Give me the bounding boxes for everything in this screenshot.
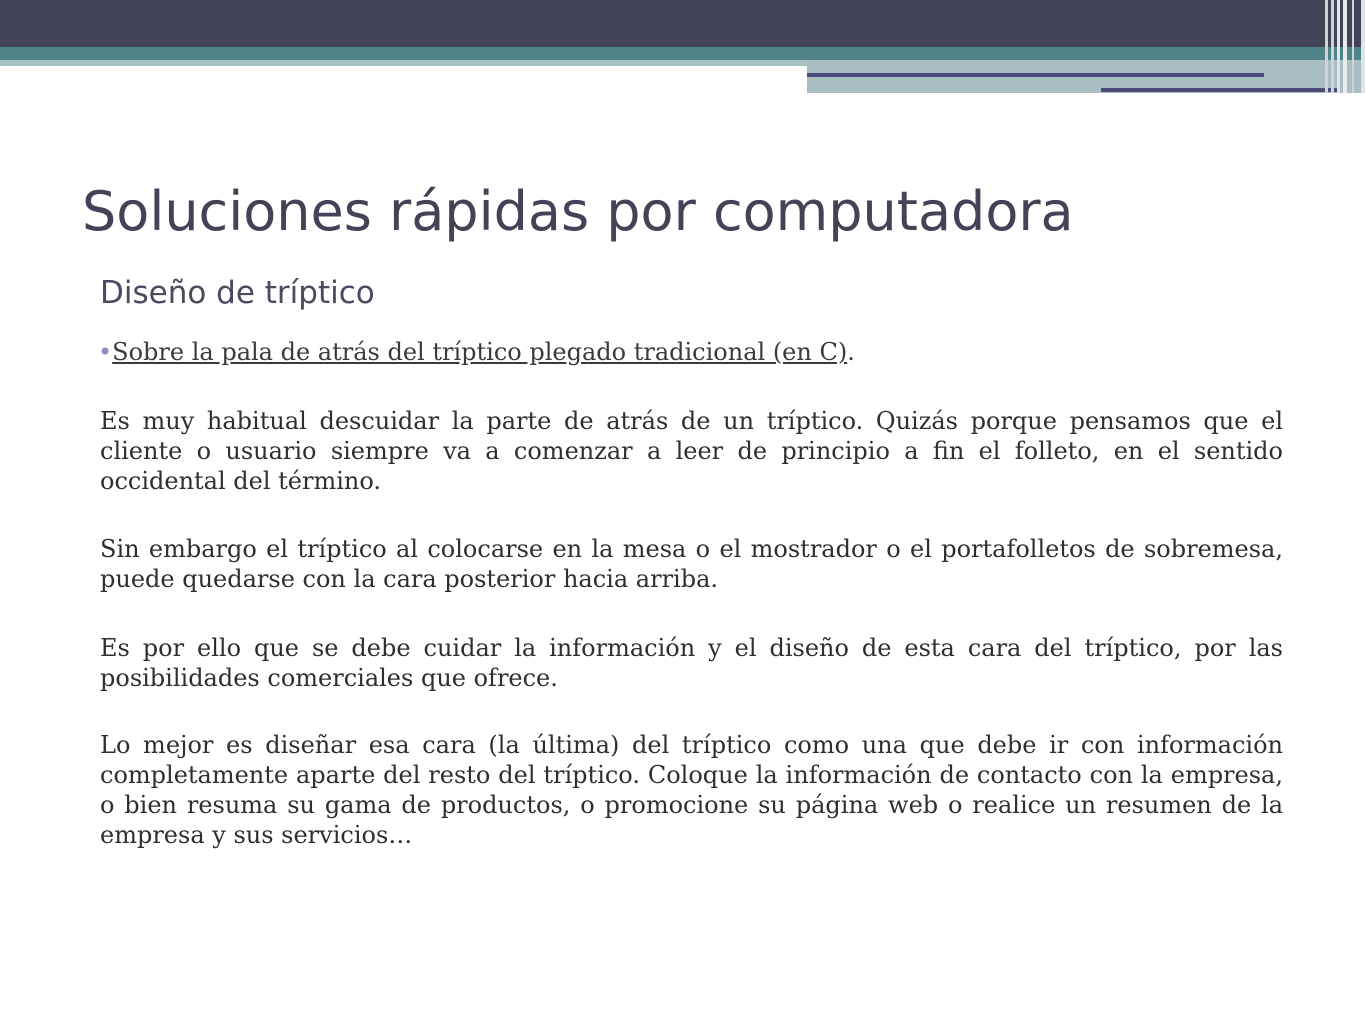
paragraph: Es muy habitual descuidar la parte de atrás de un tríptico. Quizás porque pensamos que el cliente o usuario siempre va a comenzar a leer de principio a fin el folleto, en el sentido occidental del término. <box>100 407 1283 495</box>
header-right-edge <box>1361 0 1365 93</box>
bullet-trailing: . <box>847 338 855 366</box>
bullet-text: Sobre la pala de atrás del tríptico plegado tradicional (en C) <box>112 338 848 366</box>
header-vertical-bar <box>1352 0 1354 93</box>
bullet-item <box>98 338 855 366</box>
paragraph: Es por ello que se debe cuidar la información y el diseño de esta cara del tríptico, por las posibilidades comerciales que ofrece. <box>100 634 1283 692</box>
header-accent-line <box>807 73 1264 77</box>
paragraph: Sin embargo el tríptico al colocarse en la mesa o el mostrador o el portafolletos de sobremesa, puede quedarse con la cara posterior hacia arriba. <box>100 535 1283 593</box>
header-vertical-bar <box>1337 0 1340 93</box>
header-band-light <box>0 60 807 66</box>
slide-subtitle: Diseño de tríptico <box>100 275 375 311</box>
paragraph: Lo mejor es diseñar esa cara (la última) del tríptico como una que debe ir con información completamente aparte del resto del tríptico. Coloque la información de contacto con la empresa, o bien resuma su gama de productos, o promocione su página web o realice un resumen de la empresa y sus servicios… <box>100 731 1283 849</box>
header-accent-line <box>1101 88 1339 92</box>
bullet-icon: • <box>98 338 113 366</box>
header-band-dark <box>0 0 1365 47</box>
header-vertical-bar <box>1343 0 1347 93</box>
header-vertical-bar <box>1325 0 1328 93</box>
header-vertical-bar <box>1331 0 1334 93</box>
slide-title: Soluciones rápidas por computadora <box>82 180 1074 243</box>
